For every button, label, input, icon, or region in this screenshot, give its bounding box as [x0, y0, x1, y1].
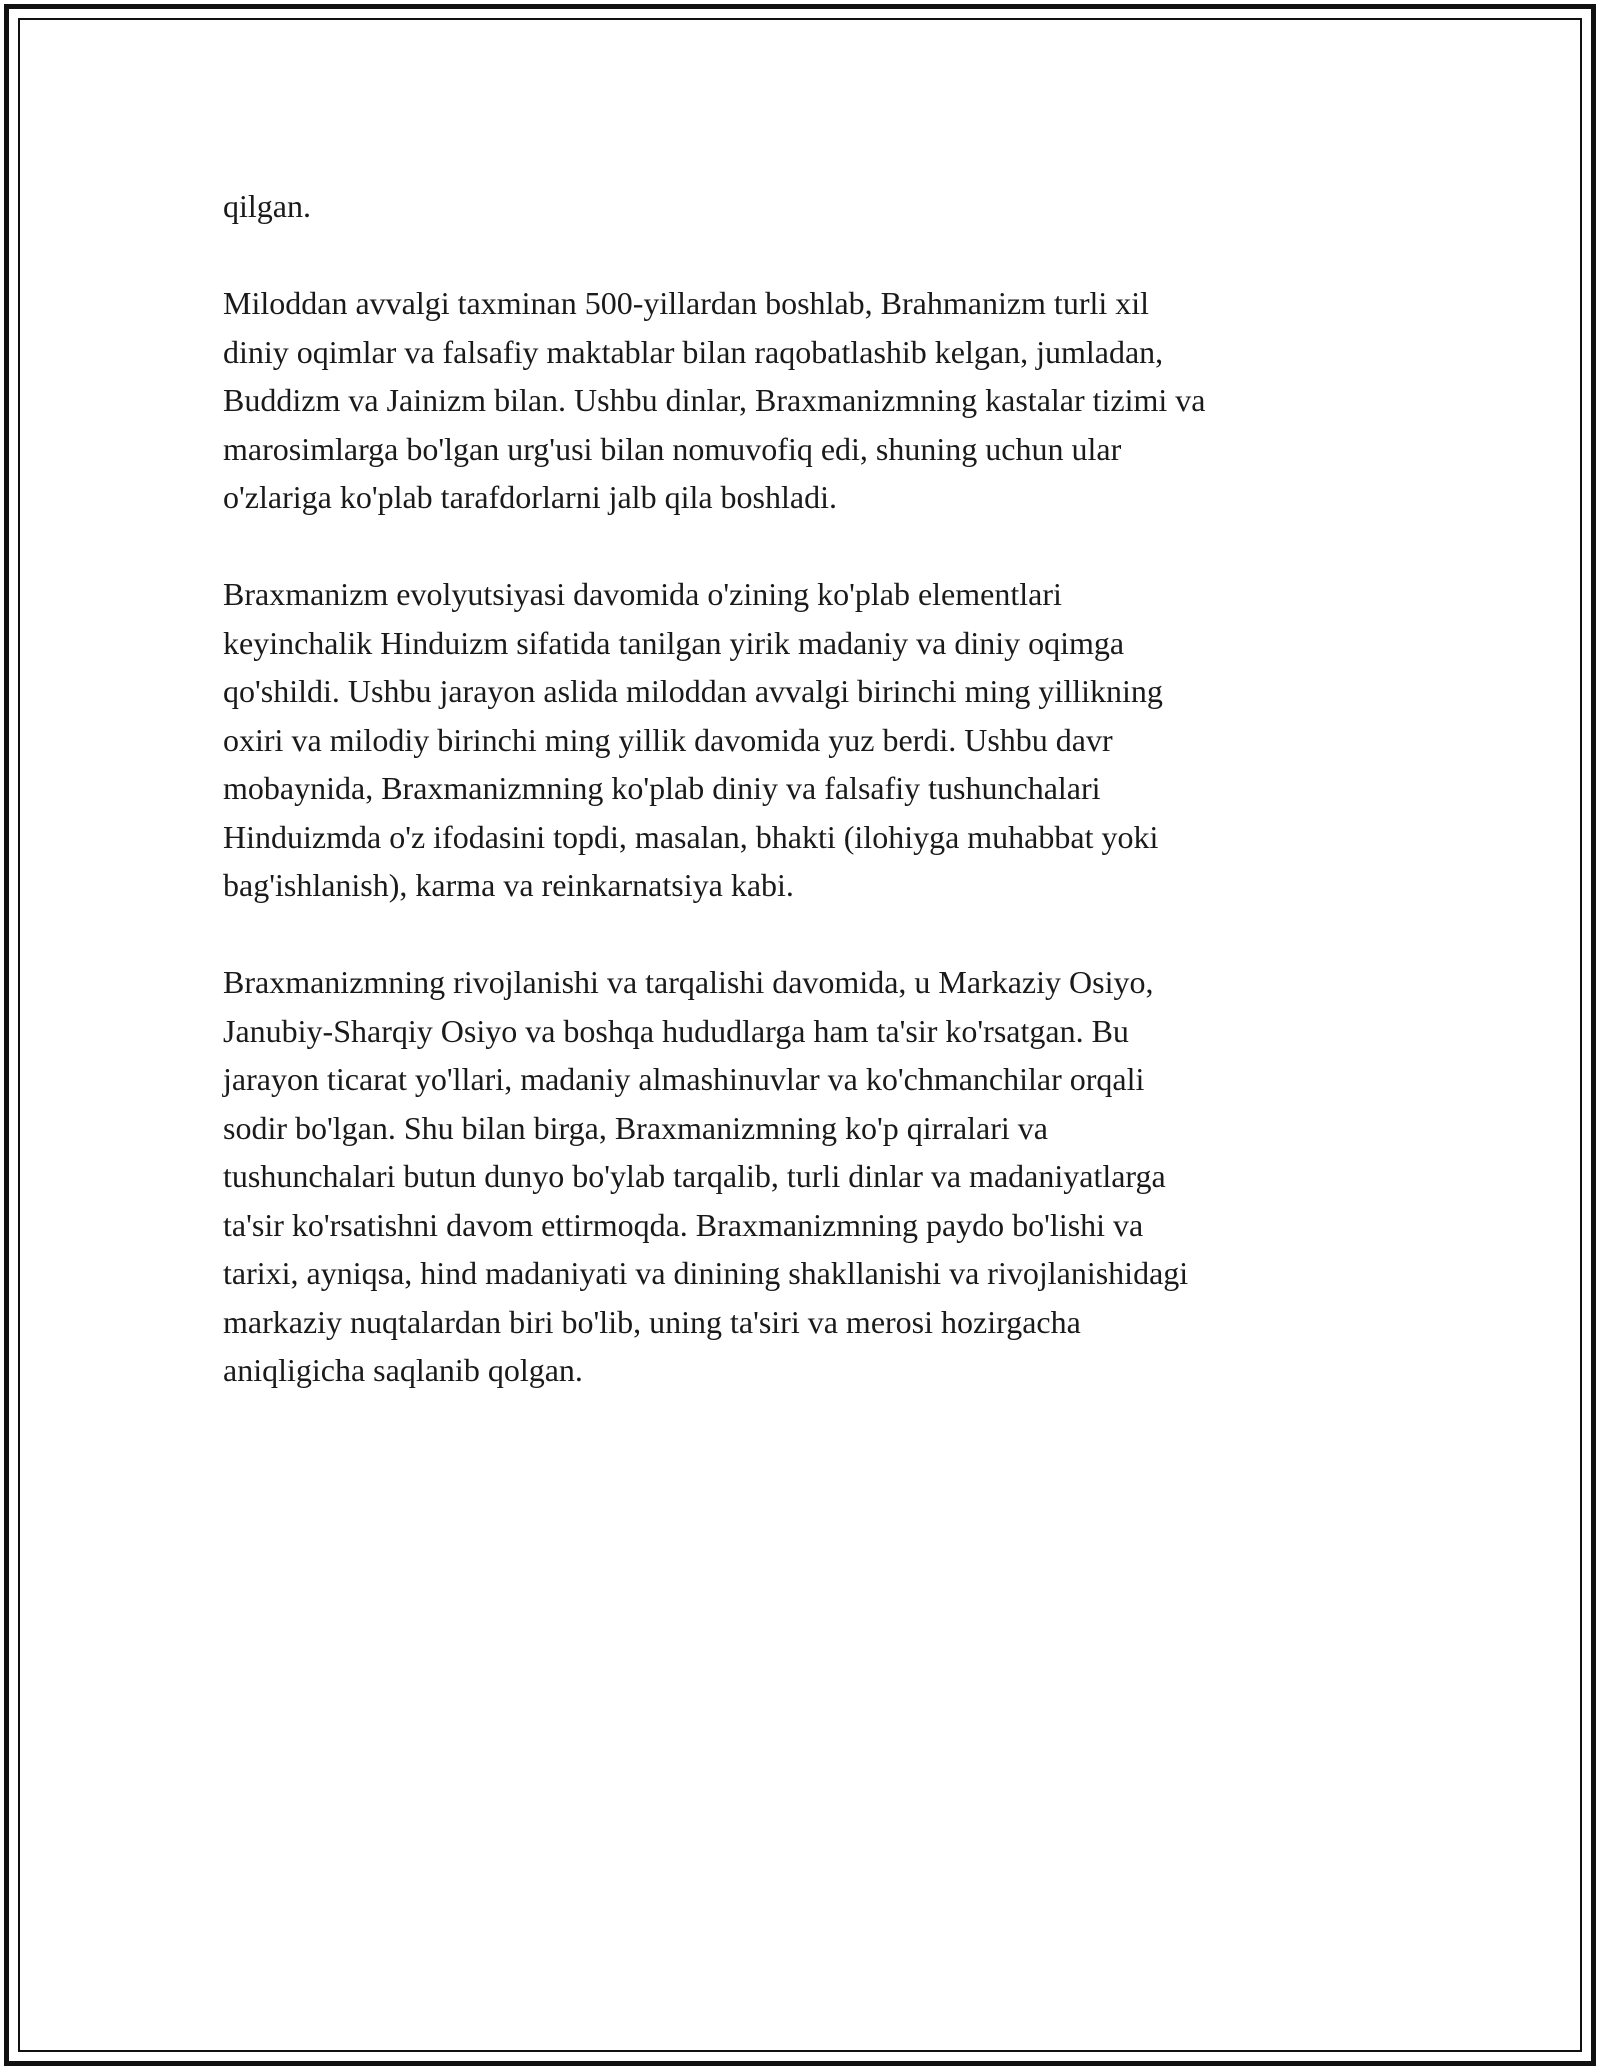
text-line: Janubiy-Sharqiy Osiyo va boshqa hududlarga ham ta'sir ko'rsatgan. Bu	[223, 1012, 1129, 1049]
text-line: tarixi, ayniqsa, hind madaniyati va dinining shakllanishi va rivojlanishidagi	[223, 1255, 1189, 1291]
text-line: markaziy nuqtalardan biri bo'lib, uning ta'siri va merosi hozirgacha	[223, 1303, 1081, 1340]
paragraph-4	[223, 958, 1383, 1395]
text-line: diniy oqimlar va falsafiy maktablar bilan raqobatlashib kelgan, jumladan,	[223, 333, 1164, 370]
text-line: ta'sir ko'rsatishni davom ettirmoqda. Braxmanizmning paydo bo'lishi va	[223, 1206, 1144, 1243]
paragraph-2	[223, 279, 1383, 522]
text-line: keyinchalik Hinduizm sifatida tanilgan yirik madaniy va diniy oqimga	[223, 624, 1125, 661]
text-line: qilgan.	[223, 188, 311, 224]
text-line: Braxmanizmning rivojlanishi va tarqalishi davomida, u Markaziy Osiyo,	[223, 964, 1154, 1000]
text-line: Hinduizmda o'z ifodasini topdi, masalan, bhakti (ilohiyga muhabbat yoki	[223, 818, 1159, 855]
paragraph-3	[223, 570, 1383, 910]
document-body	[223, 182, 1383, 1443]
text-line: jarayon ticarat yo'llari, madaniy almashinuvlar va ko'chmanchilar orqali	[223, 1061, 1145, 1097]
text-line: o'zlariga ko'plab tarafdorlarni jalb qila boshladi.	[223, 479, 837, 515]
text-line: marosimlarga bo'lgan urg'usi bilan nomuvofiq edi, shuning uchun ular	[223, 430, 1122, 467]
text-line: sodir bo'lgan. Shu bilan birga, Braxmanizmning ko'p qirralari va	[223, 1109, 1048, 1146]
text-line: Buddizm va Jainizm bilan. Ushbu dinlar, Braxmanizmning kastalar tizimi va	[223, 382, 1206, 418]
text-line: tushunchalari butun dunyo bo'ylab tarqalib, turli dinlar va madaniyatlarga	[223, 1158, 1166, 1194]
text-line: qo'shildi. Ushbu jarayon aslida miloddan avvalgi birinchi ming yillikning	[223, 673, 1163, 709]
text-line: bag'ishlanish), karma va reinkarnatsiya kabi.	[223, 867, 794, 903]
text-line: mobaynida, Braxmanizmning ko'plab diniy va falsafiy tushunchalari	[223, 770, 1101, 806]
text-line: oxiri va milodiy birinchi ming yillik davomida yuz berdi. Ushbu davr	[223, 721, 1113, 758]
text-line: Braxmanizm evolyutsiyasi davomida o'zining ko'plab elementlari	[223, 576, 1062, 612]
text-line: aniqligicha saqlanib qolgan.	[223, 1352, 583, 1388]
paragraph-1	[223, 182, 1383, 231]
text-line: Miloddan avvalgi taxminan 500-yillardan boshlab, Brahmanizm turli xil	[223, 285, 1150, 321]
